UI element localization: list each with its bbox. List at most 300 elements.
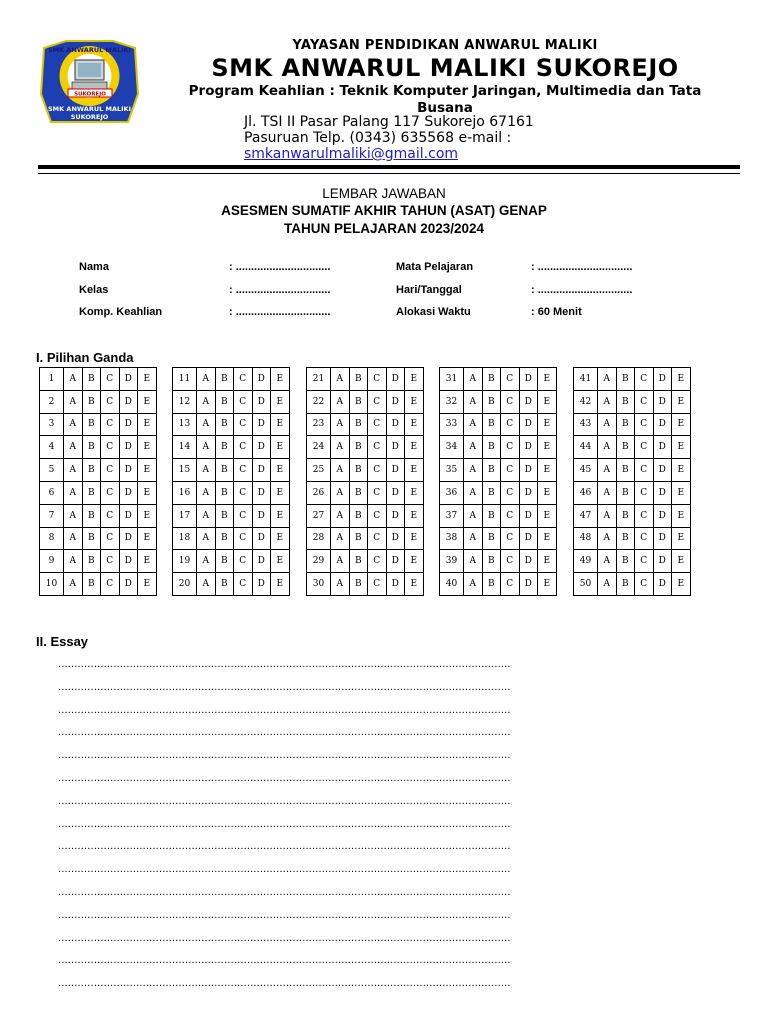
answer-option-e[interactable]: E: [405, 550, 424, 573]
answer-option-a[interactable]: A: [331, 573, 350, 596]
sheet-title: LEMBAR JAWABAN: [322, 186, 446, 201]
answer-option-b[interactable]: B: [349, 459, 368, 482]
answer-option-a[interactable]: A: [464, 504, 483, 527]
answer-option-b[interactable]: B: [82, 504, 101, 527]
question-number: 37: [440, 504, 464, 527]
answer-option-a[interactable]: A: [64, 481, 83, 504]
answer-option-a[interactable]: A: [464, 390, 483, 413]
answer-option-b[interactable]: B: [616, 481, 635, 504]
answer-option-e[interactable]: E: [138, 368, 157, 391]
answer-option-d[interactable]: D: [519, 481, 538, 504]
answer-option-a[interactable]: A: [598, 481, 617, 504]
answer-option-e[interactable]: E: [672, 413, 691, 436]
essay-line[interactable]: ...........................................................................................................................................: [58, 817, 511, 830]
answer-option-b[interactable]: B: [482, 413, 501, 436]
question-number: 28: [307, 527, 331, 550]
field-label-name: Nama: [79, 261, 109, 273]
answer-option-b[interactable]: B: [616, 550, 635, 573]
answer-option-c[interactable]: C: [101, 390, 120, 413]
answer-option-c[interactable]: C: [234, 481, 253, 504]
answer-option-d[interactable]: D: [519, 436, 538, 459]
answer-option-c[interactable]: C: [234, 459, 253, 482]
answer-option-a[interactable]: A: [464, 436, 483, 459]
answer-option-b[interactable]: B: [82, 413, 101, 436]
answer-option-a[interactable]: A: [464, 481, 483, 504]
answer-grid-21-30: [306, 367, 424, 596]
answer-option-e[interactable]: E: [405, 413, 424, 436]
answer-option-e[interactable]: E: [405, 436, 424, 459]
answer-option-a[interactable]: A: [197, 550, 216, 573]
answer-option-b[interactable]: B: [482, 436, 501, 459]
answer-option-e[interactable]: E: [538, 550, 557, 573]
answer-option-c[interactable]: C: [635, 413, 654, 436]
answer-option-d[interactable]: D: [119, 413, 138, 436]
answer-option-b[interactable]: B: [215, 573, 234, 596]
answer-option-b[interactable]: B: [349, 550, 368, 573]
answer-option-d[interactable]: D: [653, 573, 672, 596]
answer-option-c[interactable]: C: [635, 481, 654, 504]
answer-option-c[interactable]: C: [368, 573, 387, 596]
essay-line[interactable]: ...........................................................................................................................................: [58, 726, 511, 739]
answer-option-b[interactable]: B: [349, 481, 368, 504]
answer-option-a[interactable]: A: [64, 413, 83, 436]
answer-option-d[interactable]: D: [252, 573, 271, 596]
answer-option-c[interactable]: C: [635, 390, 654, 413]
answer-option-e[interactable]: E: [672, 527, 691, 550]
answer-option-a[interactable]: A: [64, 390, 83, 413]
answer-option-b[interactable]: B: [349, 413, 368, 436]
answer-option-c[interactable]: C: [368, 368, 387, 391]
essay-line[interactable]: ...........................................................................................................................................: [58, 680, 511, 693]
answer-option-e[interactable]: E: [405, 573, 424, 596]
answer-option-b[interactable]: B: [616, 368, 635, 391]
answer-option-b[interactable]: B: [482, 504, 501, 527]
answer-option-d[interactable]: D: [386, 368, 405, 391]
answer-option-a[interactable]: A: [331, 481, 350, 504]
answer-option-e[interactable]: E: [405, 368, 424, 391]
answer-option-d[interactable]: D: [519, 550, 538, 573]
answer-option-a[interactable]: A: [464, 368, 483, 391]
field-value-name[interactable]: : ...............................: [229, 261, 331, 273]
answer-option-a[interactable]: A: [598, 550, 617, 573]
answer-option-d[interactable]: D: [519, 527, 538, 550]
answer-option-e[interactable]: E: [271, 368, 290, 391]
answer-option-b[interactable]: B: [215, 390, 234, 413]
question-number: 10: [40, 573, 64, 596]
answer-option-b[interactable]: B: [616, 527, 635, 550]
answer-option-e[interactable]: E: [538, 481, 557, 504]
answer-option-d[interactable]: D: [519, 413, 538, 436]
answer-option-a[interactable]: A: [331, 413, 350, 436]
answer-option-a[interactable]: A: [197, 504, 216, 527]
answer-option-d[interactable]: D: [653, 481, 672, 504]
question-row: [440, 368, 557, 391]
answer-option-c[interactable]: C: [635, 504, 654, 527]
answer-option-d[interactable]: D: [252, 504, 271, 527]
essay-line[interactable]: ...........................................................................................................................................: [58, 886, 511, 898]
answer-option-d[interactable]: D: [119, 573, 138, 596]
answer-option-a[interactable]: A: [331, 459, 350, 482]
answer-option-b[interactable]: B: [349, 573, 368, 596]
answer-option-a[interactable]: A: [598, 504, 617, 527]
answer-option-a[interactable]: A: [331, 368, 350, 391]
answer-option-e[interactable]: E: [672, 390, 691, 413]
question-row: [173, 550, 290, 573]
question-number: 20: [173, 573, 197, 596]
answer-option-b[interactable]: B: [215, 481, 234, 504]
answer-option-a[interactable]: A: [598, 390, 617, 413]
answer-option-c[interactable]: C: [501, 481, 520, 504]
answer-option-c[interactable]: C: [234, 573, 253, 596]
answer-option-d[interactable]: D: [119, 527, 138, 550]
address-line-2: Pasuruan Telp. (0343) 635568 e-mail :: [244, 130, 512, 146]
answer-option-d[interactable]: D: [386, 413, 405, 436]
answer-option-a[interactable]: A: [331, 527, 350, 550]
question-row: [40, 573, 157, 596]
answer-option-e[interactable]: E: [138, 527, 157, 550]
answer-option-d[interactable]: D: [252, 436, 271, 459]
answer-option-e[interactable]: E: [138, 390, 157, 413]
answer-option-a[interactable]: A: [331, 390, 350, 413]
answer-option-b[interactable]: B: [82, 390, 101, 413]
answer-option-e[interactable]: E: [672, 550, 691, 573]
question-row: [440, 459, 557, 482]
field-label-class: Kelas: [79, 284, 109, 296]
answer-option-e[interactable]: E: [538, 527, 557, 550]
answer-option-c[interactable]: C: [368, 481, 387, 504]
answer-grid-11-20: [172, 367, 290, 596]
question-number: 5: [40, 459, 64, 482]
answer-option-d[interactable]: D: [653, 459, 672, 482]
answer-option-e[interactable]: E: [405, 481, 424, 504]
answer-option-e[interactable]: E: [672, 573, 691, 596]
answer-option-a[interactable]: A: [598, 459, 617, 482]
answer-option-e[interactable]: E: [538, 390, 557, 413]
answer-option-b[interactable]: B: [349, 390, 368, 413]
essay-line[interactable]: ...........................................................................................................................................: [58, 772, 511, 784]
answer-option-e[interactable]: E: [672, 481, 691, 504]
answer-option-b[interactable]: B: [215, 504, 234, 527]
answer-option-e[interactable]: E: [271, 413, 290, 436]
answer-option-b[interactable]: B: [215, 527, 234, 550]
answer-option-e[interactable]: E: [538, 504, 557, 527]
answer-option-a[interactable]: A: [464, 527, 483, 550]
answer-option-c[interactable]: C: [635, 550, 654, 573]
answer-option-d[interactable]: D: [386, 459, 405, 482]
answer-option-c[interactable]: C: [501, 527, 520, 550]
answer-option-b[interactable]: B: [215, 459, 234, 482]
answer-option-a[interactable]: A: [197, 459, 216, 482]
answer-option-e[interactable]: E: [271, 390, 290, 413]
essay-line[interactable]: ...........................................................................................................................................: [58, 977, 511, 990]
field-value-competency[interactable]: : ...............................: [229, 306, 331, 318]
answer-option-a[interactable]: A: [197, 481, 216, 504]
question-number: 8: [40, 527, 64, 550]
answer-option-d[interactable]: D: [252, 368, 271, 391]
answer-option-e[interactable]: E: [271, 436, 290, 459]
answer-option-b[interactable]: B: [616, 390, 635, 413]
answer-option-d[interactable]: D: [653, 504, 672, 527]
answer-option-b[interactable]: B: [482, 390, 501, 413]
answer-option-d[interactable]: D: [386, 550, 405, 573]
essay-line[interactable]: ...........................................................................................................................................: [58, 863, 511, 876]
answer-option-c[interactable]: C: [635, 573, 654, 596]
essay-line[interactable]: ...........................................................................................................................................: [58, 794, 511, 807]
answer-option-e[interactable]: E: [138, 573, 157, 596]
answer-option-b[interactable]: B: [616, 413, 635, 436]
answer-option-a[interactable]: A: [197, 368, 216, 391]
answer-option-b[interactable]: B: [215, 550, 234, 573]
answer-option-c[interactable]: C: [368, 436, 387, 459]
answer-option-a[interactable]: A: [64, 459, 83, 482]
answer-option-b[interactable]: B: [82, 527, 101, 550]
answer-option-d[interactable]: D: [653, 527, 672, 550]
essay-line[interactable]: ...........................................................................................................................................: [58, 658, 511, 670]
answer-option-b[interactable]: B: [616, 504, 635, 527]
answer-option-b[interactable]: B: [215, 436, 234, 459]
answer-option-d[interactable]: D: [653, 436, 672, 459]
answer-option-b[interactable]: B: [616, 436, 635, 459]
answer-option-e[interactable]: E: [672, 436, 691, 459]
answer-option-b[interactable]: B: [82, 459, 101, 482]
question-row: [307, 504, 424, 527]
answer-option-e[interactable]: E: [271, 481, 290, 504]
answer-option-d[interactable]: D: [519, 459, 538, 482]
answer-option-a[interactable]: A: [464, 573, 483, 596]
answer-option-e[interactable]: E: [138, 413, 157, 436]
answer-option-a[interactable]: A: [197, 436, 216, 459]
answer-option-b[interactable]: B: [349, 527, 368, 550]
answer-option-b[interactable]: B: [349, 504, 368, 527]
answer-option-a[interactable]: A: [197, 527, 216, 550]
answer-option-d[interactable]: D: [119, 436, 138, 459]
answer-option-b[interactable]: B: [82, 436, 101, 459]
answer-option-b[interactable]: B: [215, 413, 234, 436]
answer-option-c[interactable]: C: [234, 527, 253, 550]
answer-option-a[interactable]: A: [64, 504, 83, 527]
email-link[interactable]: smkanwarulmaliki@gmail.com: [244, 146, 459, 162]
answer-option-c[interactable]: C: [101, 504, 120, 527]
question-row: [440, 573, 557, 596]
answer-option-b[interactable]: B: [215, 368, 234, 391]
answer-option-a[interactable]: A: [464, 459, 483, 482]
answer-option-d[interactable]: D: [252, 550, 271, 573]
answer-option-a[interactable]: A: [464, 550, 483, 573]
answer-option-c[interactable]: C: [635, 527, 654, 550]
answer-option-d[interactable]: D: [653, 413, 672, 436]
answer-option-b[interactable]: B: [82, 573, 101, 596]
answer-option-e[interactable]: E: [672, 459, 691, 482]
question-row: [173, 390, 290, 413]
answer-option-b[interactable]: B: [82, 481, 101, 504]
answer-option-d[interactable]: D: [653, 390, 672, 413]
answer-option-c[interactable]: C: [368, 459, 387, 482]
answer-option-d[interactable]: D: [386, 481, 405, 504]
answer-option-d[interactable]: D: [386, 573, 405, 596]
answer-option-e[interactable]: E: [138, 459, 157, 482]
answer-option-e[interactable]: E: [271, 527, 290, 550]
answer-option-c[interactable]: C: [501, 504, 520, 527]
answer-option-b[interactable]: B: [482, 573, 501, 596]
answer-option-a[interactable]: A: [197, 413, 216, 436]
question-number: 33: [440, 413, 464, 436]
answer-option-b[interactable]: B: [482, 481, 501, 504]
question-row: [307, 459, 424, 482]
answer-option-b[interactable]: B: [82, 368, 101, 391]
answer-option-c[interactable]: C: [101, 527, 120, 550]
answer-option-c[interactable]: C: [234, 368, 253, 391]
answer-option-a[interactable]: A: [598, 413, 617, 436]
answer-option-d[interactable]: D: [119, 550, 138, 573]
answer-option-d[interactable]: D: [386, 436, 405, 459]
answer-option-c[interactable]: C: [368, 504, 387, 527]
answer-option-c[interactable]: C: [368, 390, 387, 413]
answer-option-e[interactable]: E: [405, 390, 424, 413]
answer-option-e[interactable]: E: [271, 459, 290, 482]
answer-option-a[interactable]: A: [331, 436, 350, 459]
answer-option-b[interactable]: B: [482, 527, 501, 550]
answer-option-d[interactable]: D: [119, 459, 138, 482]
answer-option-d[interactable]: D: [519, 573, 538, 596]
answer-option-a[interactable]: A: [64, 573, 83, 596]
answer-option-a[interactable]: A: [64, 436, 83, 459]
answer-option-c[interactable]: C: [501, 390, 520, 413]
answer-option-d[interactable]: D: [386, 527, 405, 550]
answer-option-b[interactable]: B: [482, 459, 501, 482]
answer-option-b[interactable]: B: [482, 550, 501, 573]
field-value-subject[interactable]: : ...............................: [531, 261, 633, 273]
answer-option-a[interactable]: A: [197, 390, 216, 413]
question-number: 23: [307, 413, 331, 436]
field-value-date[interactable]: : ...............................: [531, 284, 633, 296]
essay-line[interactable]: ...........................................................................................................................................: [58, 954, 511, 967]
answer-option-e[interactable]: E: [271, 573, 290, 596]
answer-option-d[interactable]: D: [519, 390, 538, 413]
answer-option-b[interactable]: B: [482, 368, 501, 391]
answer-option-c[interactable]: C: [368, 527, 387, 550]
essay-line[interactable]: ...........................................................................................................................................: [58, 703, 511, 716]
answer-option-e[interactable]: E: [138, 481, 157, 504]
answer-option-e[interactable]: E: [271, 504, 290, 527]
answer-option-e[interactable]: E: [538, 459, 557, 482]
answer-option-e[interactable]: E: [405, 527, 424, 550]
essay-line[interactable]: ...........................................................................................................................................: [58, 908, 511, 921]
answer-option-c[interactable]: C: [234, 550, 253, 573]
answer-option-e[interactable]: E: [138, 504, 157, 527]
answer-option-e[interactable]: E: [672, 368, 691, 391]
answer-option-b[interactable]: B: [349, 368, 368, 391]
answer-option-e[interactable]: E: [538, 368, 557, 391]
question-number: 4: [40, 436, 64, 459]
answer-option-c[interactable]: C: [234, 436, 253, 459]
answer-option-c[interactable]: C: [501, 550, 520, 573]
answer-option-b[interactable]: B: [349, 436, 368, 459]
answer-option-c[interactable]: C: [635, 459, 654, 482]
essay-line[interactable]: ...........................................................................................................................................: [58, 840, 511, 853]
answer-option-a[interactable]: A: [598, 527, 617, 550]
answer-option-c[interactable]: C: [501, 436, 520, 459]
answer-option-d[interactable]: D: [252, 390, 271, 413]
answer-option-a[interactable]: A: [464, 413, 483, 436]
answer-option-d[interactable]: D: [252, 413, 271, 436]
answer-grid-31-40: [439, 367, 557, 596]
question-row: [307, 481, 424, 504]
answer-option-d[interactable]: D: [653, 368, 672, 391]
answer-option-e[interactable]: E: [538, 573, 557, 596]
answer-option-d[interactable]: D: [386, 504, 405, 527]
answer-option-c[interactable]: C: [368, 413, 387, 436]
answer-option-a[interactable]: A: [331, 504, 350, 527]
answer-option-c[interactable]: C: [501, 413, 520, 436]
answer-option-d[interactable]: D: [386, 390, 405, 413]
essay-line[interactable]: ...........................................................................................................................................: [58, 931, 511, 944]
answer-option-e[interactable]: E: [538, 436, 557, 459]
answer-option-c[interactable]: C: [234, 390, 253, 413]
answer-option-e[interactable]: E: [271, 550, 290, 573]
answer-option-c[interactable]: C: [234, 504, 253, 527]
answer-option-d[interactable]: D: [119, 504, 138, 527]
answer-option-b[interactable]: B: [616, 459, 635, 482]
question-row: [40, 413, 157, 436]
answer-option-a[interactable]: A: [64, 368, 83, 391]
answer-option-a[interactable]: A: [197, 573, 216, 596]
answer-option-e[interactable]: E: [405, 459, 424, 482]
answer-option-a[interactable]: A: [598, 368, 617, 391]
answer-option-c[interactable]: C: [101, 573, 120, 596]
answer-option-c[interactable]: C: [635, 368, 654, 391]
answer-option-e[interactable]: E: [138, 436, 157, 459]
answer-option-c[interactable]: C: [101, 550, 120, 573]
question-number: 3: [40, 413, 64, 436]
answer-option-e[interactable]: E: [138, 550, 157, 573]
answer-option-d[interactable]: D: [653, 550, 672, 573]
answer-option-e[interactable]: E: [672, 504, 691, 527]
answer-option-c[interactable]: C: [101, 368, 120, 391]
answer-option-e[interactable]: E: [405, 504, 424, 527]
answer-option-c[interactable]: C: [101, 481, 120, 504]
field-value-class[interactable]: : ...............................: [229, 284, 331, 296]
answer-option-d[interactable]: D: [119, 481, 138, 504]
answer-option-c[interactable]: C: [635, 436, 654, 459]
answer-option-a[interactable]: A: [331, 550, 350, 573]
answer-option-c[interactable]: C: [501, 368, 520, 391]
answer-option-c[interactable]: C: [101, 436, 120, 459]
question-number: 39: [440, 550, 464, 573]
answer-option-d[interactable]: D: [252, 481, 271, 504]
answer-option-d[interactable]: D: [252, 527, 271, 550]
answer-option-c[interactable]: C: [234, 413, 253, 436]
answer-option-e[interactable]: E: [538, 413, 557, 436]
answer-option-a[interactable]: A: [64, 527, 83, 550]
answer-option-c[interactable]: C: [101, 459, 120, 482]
answer-option-d[interactable]: D: [119, 390, 138, 413]
answer-option-c[interactable]: C: [368, 550, 387, 573]
answer-option-c[interactable]: C: [501, 459, 520, 482]
answer-option-a[interactable]: A: [598, 573, 617, 596]
answer-option-c[interactable]: C: [101, 413, 120, 436]
question-number: 32: [440, 390, 464, 413]
answer-option-d[interactable]: D: [252, 459, 271, 482]
answer-option-b[interactable]: B: [616, 573, 635, 596]
essay-line[interactable]: ...........................................................................................................................................: [58, 749, 511, 762]
answer-option-b[interactable]: B: [82, 550, 101, 573]
answer-option-d[interactable]: D: [519, 504, 538, 527]
answer-option-d[interactable]: D: [119, 368, 138, 391]
answer-option-d[interactable]: D: [519, 368, 538, 391]
answer-option-c[interactable]: C: [501, 573, 520, 596]
answer-option-a[interactable]: A: [64, 550, 83, 573]
answer-option-a[interactable]: A: [598, 436, 617, 459]
